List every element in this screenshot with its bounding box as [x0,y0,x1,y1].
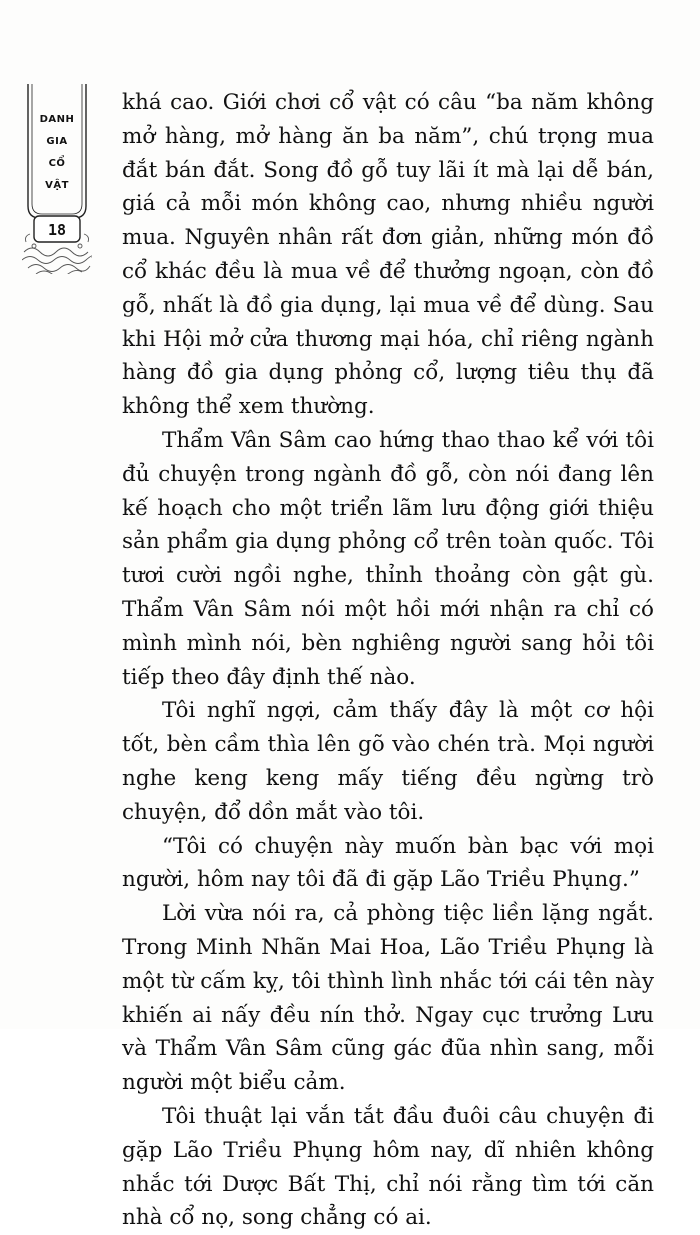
series-word-1: DANH [39,114,75,125]
paragraph-1: khá cao. Giới chơi cổ vật có câu “ba năm không mở hàng, mở hàng ăn ba năm”, chú trọng mua đắt bán đắt. Song đồ gỗ tuy lãi ít mà lại dễ bán, giá cả mỗi món không cao, nhưng nhiều người mua. Nguyên nhân rất đơn giản, những món đồ cổ khác đều là mua về để thưởng ngoạn, còn đồ gỗ, nhất là đồ gia dụng, lại mua về để dùng. Sau khi Hội mở cửa thương mại hóa, chỉ riêng ngành hàng đồ gia dụng phỏng cổ, lượng tiêu thụ đã không thể xem thường. [122,90,654,420]
body-text [122,86,654,1235]
series-word-4: VẬT [45,180,69,191]
paragraph-6: Tôi thuật lại vắn tắt đầu đuôi câu chuyện đi gặp Lão Triều Phụng hôm nay, dĩ nhiên không nhắc tới Dược Bất Thị, chỉ nói rằng tìm tới căn nhà cổ nọ, song chẳng có ai. [122,1103,654,1231]
series-word-2: GIA [46,136,68,147]
series-word-3: CỔ [48,158,66,169]
page-number: 18 [47,221,67,239]
paragraph-4: “Tôi có chuyện này muốn bàn bạc với mọi người, hôm nay tôi đã đi gặp Lão Triều Phụng.” [122,833,654,893]
paragraph-5: Lời vừa nói ra, cả phòng tiệc liền lặng ngắt. Trong Minh Nhãn Mai Hoa, Lão Triều Phụng là một từ cấm kỵ, tôi thình lình nhắc tới cái tên này khiến ai nấy đều nín thở. Ngay cục trưởng Lưu và Thẩm Vân Sâm cũng gác đũa nhìn sang, mỗi người một biểu cảm. [122,901,654,1096]
paragraph-2: Thẩm Vân Sâm cao hứng thao thao kể với tôi đủ chuyện trong ngành đồ gỗ, còn nói đang lên kế hoạch cho một triển lãm lưu động giới thiệu sản phẩm gia dụng phỏng cổ trên toàn quốc. Tôi tươi cười ngồi nghe, thỉnh thoảng còn gật gù. Thẩm Vân Sâm nói một hồi mới nhận ra chỉ có mình mình nói, bèn nghiêng người sang hỏi tôi tiếp theo đây định thế nào. [122,427,654,690]
side-tab-frame [22,84,92,274]
paragraph-3: Tôi nghĩ ngợi, cảm thấy đây là một cơ hội tốt, bèn cầm thìa lên gõ vào chén trà. Mọi người nghe keng keng mấy tiếng đều ngừng trò chuyện, đổ dồn mắt vào tôi. [122,698,654,825]
side-tab [22,84,92,274]
